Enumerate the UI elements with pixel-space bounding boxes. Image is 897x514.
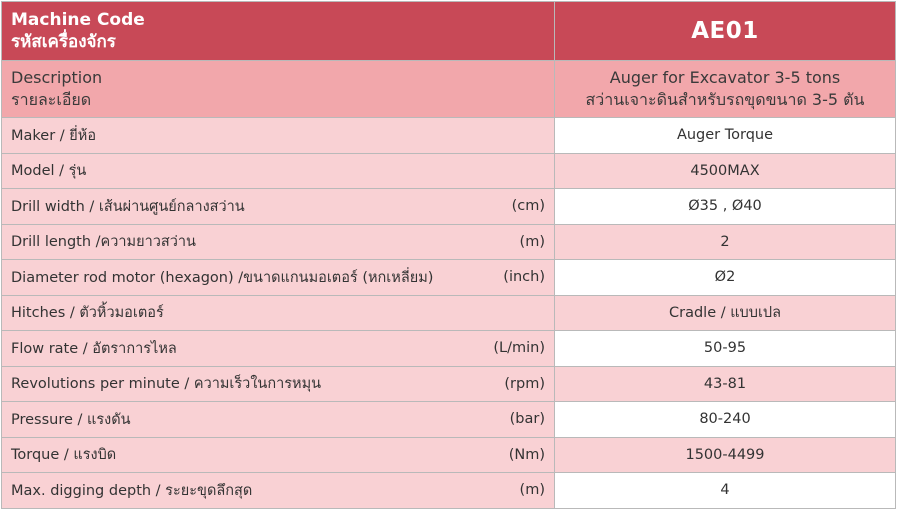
spec-row <box>2 331 896 367</box>
spec-label: Diameter rod motor (hexagon) /ขนาดแกนมอเตอร์ (หกเหลี่ยม) <box>11 269 434 286</box>
spec-rows <box>2 118 896 509</box>
spec-label-cell <box>2 153 555 189</box>
spec-value: Ø35 , Ø40 <box>555 189 896 225</box>
spec-label: Torque / แรงบิด <box>11 447 117 464</box>
spec-unit: (Nm) <box>508 446 545 463</box>
spec-row <box>2 402 896 438</box>
spec-unit: (bar) <box>509 411 545 428</box>
spec-value: Auger Torque <box>555 118 896 154</box>
spec-label-cell <box>2 224 555 260</box>
spec-value: 4 <box>555 473 896 509</box>
spec-row <box>2 189 896 225</box>
spec-table <box>1 1 896 509</box>
spec-label-cell <box>2 189 555 225</box>
spec-label-cell <box>2 295 555 331</box>
description-row <box>2 61 896 118</box>
spec-value: 50-95 <box>555 331 896 367</box>
spec-label: Maker / ยี่ห้อ <box>11 127 97 144</box>
spec-row <box>2 260 896 296</box>
spec-label-cell <box>2 331 555 367</box>
spec-label: Revolutions per minute / ความเร็วในการหมุน <box>11 376 322 393</box>
spec-row <box>2 366 896 402</box>
spec-unit: (L/min) <box>493 340 545 357</box>
spec-row <box>2 224 896 260</box>
description-label-cell <box>2 61 555 118</box>
spec-unit: (m) <box>519 482 545 499</box>
spec-label-cell <box>2 118 555 154</box>
spec-value: 80-240 <box>555 402 896 438</box>
description-value-en: Auger for Excavator 3-5 tons <box>609 68 841 87</box>
spec-value: 43-81 <box>555 366 896 402</box>
description-value-cell <box>555 61 896 118</box>
spec-unit: (inch) <box>503 269 545 286</box>
spec-label: Drill length /ความยาวสว่าน <box>11 234 196 251</box>
spec-row <box>2 295 896 331</box>
machine-code-value: AE01 <box>555 2 896 61</box>
spec-label-cell <box>2 260 555 296</box>
description-label-en: Description <box>11 68 103 87</box>
spec-value: Ø2 <box>555 260 896 296</box>
spec-row <box>2 473 896 509</box>
description-value-th: สว่านเจาะดินสำหรับรถขุดขนาด 3-5 ตัน <box>585 90 865 109</box>
spec-unit: (rpm) <box>504 375 545 392</box>
spec-label: Hitches / ตัวหิ้วมอเตอร์ <box>11 305 164 322</box>
spec-label: Drill width / เส้นผ่านศูนย์กลางสว่าน <box>11 198 245 215</box>
spec-value: Cradle / แบบเปล <box>555 295 896 331</box>
spec-label: Max. digging depth / ระยะขุดลึกสุด <box>11 482 253 499</box>
spec-row <box>2 153 896 189</box>
spec-unit: (m) <box>519 233 545 250</box>
machine-code-label-cell <box>2 2 555 61</box>
spec-value: 1500-4499 <box>555 437 896 473</box>
spec-label: Pressure / แรงดัน <box>11 411 131 428</box>
spec-unit: (cm) <box>511 198 545 215</box>
spec-row <box>2 437 896 473</box>
spec-row <box>2 118 896 154</box>
spec-label-cell <box>2 366 555 402</box>
header-row <box>2 2 896 61</box>
spec-label-cell <box>2 473 555 509</box>
description-label-th: รายละเอียด <box>11 90 92 109</box>
spec-label: Model / รุ่น <box>11 163 87 180</box>
spec-value: 4500MAX <box>555 153 896 189</box>
machine-code-label-en: Machine Code <box>11 10 145 30</box>
machine-code-label-th: รหัสเครื่องจักร <box>11 32 116 52</box>
spec-label: Flow rate / อัตราการไหล <box>11 340 177 357</box>
spec-label-cell <box>2 402 555 438</box>
spec-value: 2 <box>555 224 896 260</box>
spec-label-cell <box>2 437 555 473</box>
